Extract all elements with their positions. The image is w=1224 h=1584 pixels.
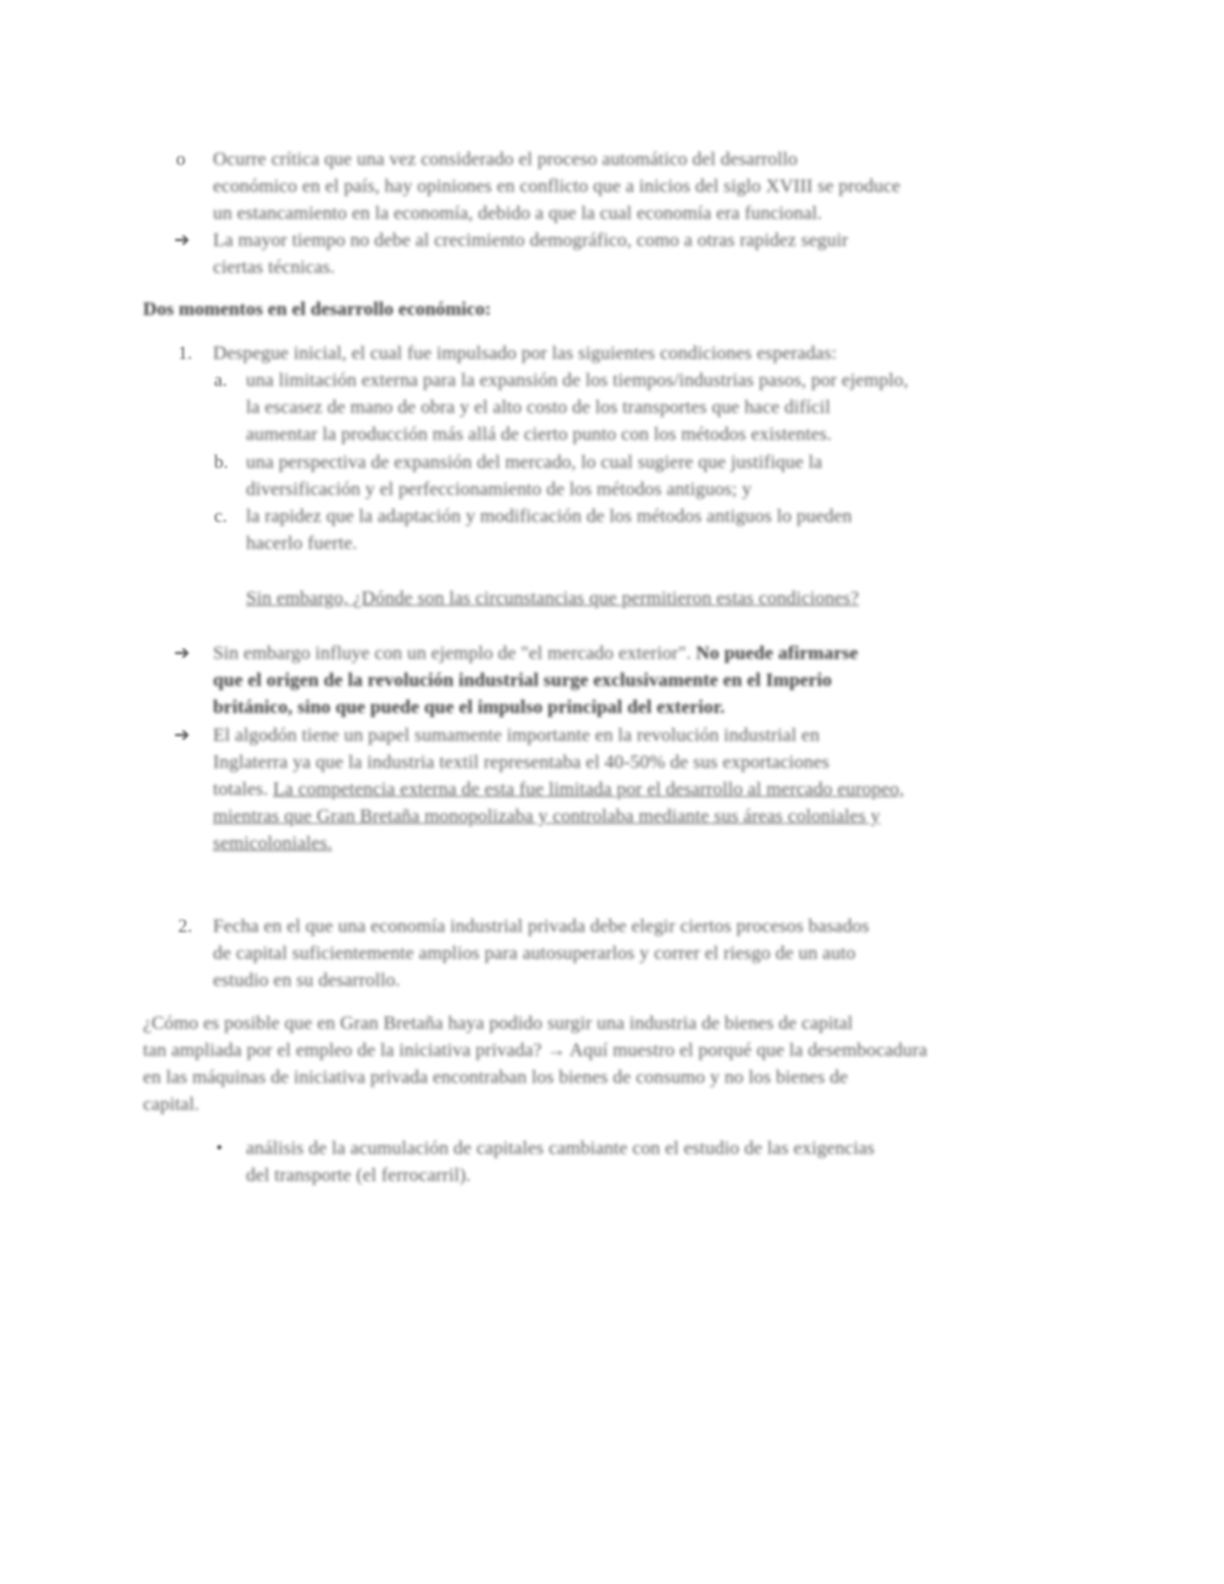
- question-text: Sin embargo, ¿Dónde son las circunstancias que permitieron estas condiciones?: [246, 588, 860, 609]
- number-marker: 1.: [178, 343, 193, 364]
- section-heading: Dos momentos en el desarrollo económico:: [143, 299, 492, 320]
- arrow-bullet-marker: ➔: [174, 725, 190, 746]
- bold-text-span: No puede afirmarse: [695, 643, 859, 664]
- text-span: Sin embargo influye con un ejemplo de "el mercado exterior".: [213, 643, 696, 664]
- underlined-text-line: mientras que Gran Bretaña monopolizaba y controlaba mediante sus áreas coloniales y: [213, 806, 881, 827]
- bullet-marker: o: [176, 149, 186, 170]
- text-line: Despegue inicial, el cual fue impulsado por las siguientes condiciones esperadas:: [213, 343, 837, 364]
- text-line: Inglaterra ya que la industria textil representaba el 40-50% de sus exportaciones: [213, 752, 830, 773]
- text-line: La mayor tiempo no debe al crecimiento demográfico, como a otras rapidez seguir: [213, 230, 849, 251]
- text-span: totales.: [213, 779, 273, 800]
- number-marker: 2.: [178, 916, 193, 937]
- letter-marker: b.: [214, 452, 229, 473]
- text-line: del transporte (el ferrocarril).: [246, 1165, 471, 1186]
- text-line: hacerlo fuerte.: [246, 533, 358, 554]
- text-line: ciertas técnicas.: [213, 257, 335, 278]
- text-line: análisis de la acumulación de capitales cambiante con el estudio de las exigencias: [246, 1138, 875, 1159]
- text-line: [213, 640, 858, 667]
- text-line: un estancamiento en la economía, debido a que la cual economía era funcional.: [213, 203, 823, 224]
- text-line: una limitación externa para la expansión de los tiempos/industrias pasos, por ejemplo,: [246, 370, 909, 391]
- text-line: Ocurre crítica que una vez considerado el proceso automático del desarrollo: [213, 149, 798, 170]
- paragraph-line: en las máquinas de iniciativa privada encontraban los bienes de consumo y no los bienes de: [143, 1067, 848, 1088]
- text-line: aumentar la producción más allá de cierto punto con los métodos existentes.: [246, 424, 832, 445]
- text-line: [213, 776, 904, 803]
- text-line: la escasez de mano de obra y el alto costo de los transportes que hace difícil: [246, 397, 831, 418]
- underlined-text-line: semicoloniales.: [213, 833, 333, 854]
- arrow-bullet-marker: ➔: [174, 643, 190, 664]
- paragraph-line: tan ampliada por el empleo de la iniciativa privada? → Aquí muestro el porqué que la desembocadura: [143, 1040, 928, 1061]
- letter-marker: c.: [214, 506, 228, 527]
- paragraph-line: capital.: [143, 1094, 200, 1115]
- letter-marker: a.: [214, 370, 228, 391]
- text-line: diversificación y el perfeccionamiento de los métodos antiguos; y: [246, 479, 752, 500]
- text-line: una perspectiva de expansión del mercado, lo cual sugiere que justifique la: [246, 452, 823, 473]
- text-line: Fecha en el que una economía industrial privada debe elegir ciertos procesos basados: [213, 916, 870, 937]
- text-line: estudio en su desarrollo.: [213, 970, 401, 991]
- text-line: la rapidez que la adaptación y modificación de los métodos antiguos lo pueden: [246, 506, 853, 527]
- text-line: de capital suficientemente amplios para autosuperarlos y correr el riesgo de un auto: [213, 943, 856, 964]
- underlined-text-span: La competencia externa de esta fue limitada por el desarrollo al mercado europeo,: [273, 779, 905, 800]
- bold-text-line: que el origen de la revolución industrial surge exclusivamente en el Imperio: [213, 670, 832, 691]
- bold-text-line: británico, sino que puede que el impulso principal del exterior.: [213, 697, 725, 718]
- text-line: El algodón tiene un papel sumamente importante en la revolución industrial en: [213, 725, 820, 746]
- arrow-bullet-marker: ➔: [174, 230, 190, 251]
- dot-bullet-marker: •: [216, 1138, 223, 1159]
- text-line: económico en el país, hay opiniones en conflicto que a inicios del siglo XVIII se produce: [213, 176, 901, 197]
- paragraph-line: ¿Cómo es posible que en Gran Bretaña haya podido surgir una industria de bienes de capital: [143, 1013, 853, 1034]
